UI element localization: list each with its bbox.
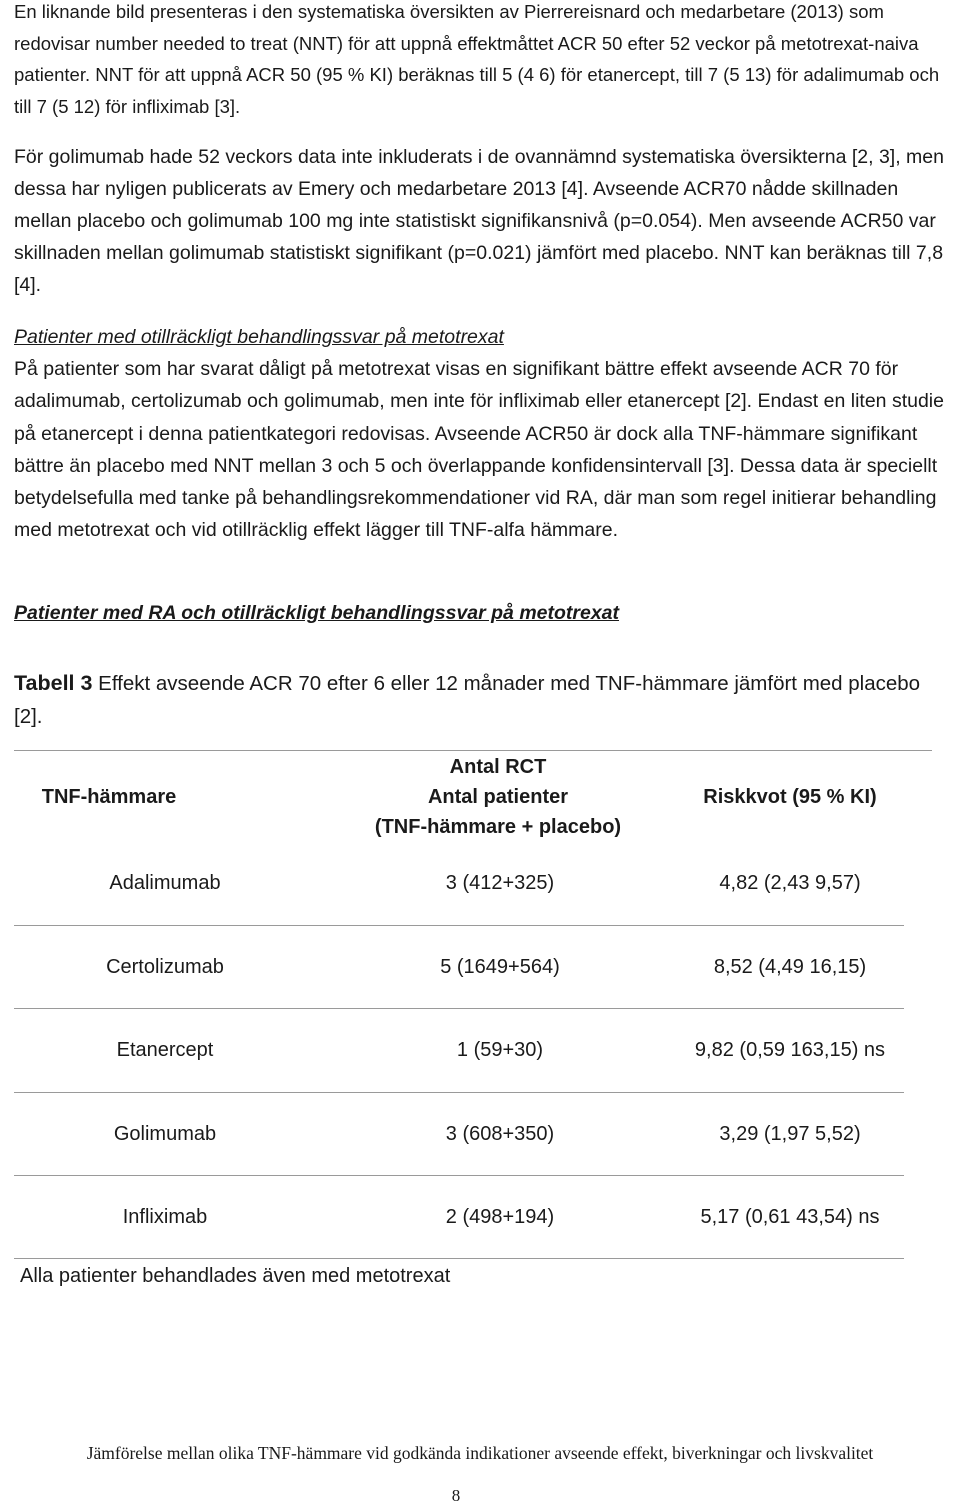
table-caption (14, 667, 944, 733)
paragraph-golimumab: För golimumab hade 52 veckors data inte inkluderats i de ovannämnd systematiska översikterna [2, 3], men dessa har nyligen publicerats av Emery och medarbetare 2013 [4]. Avseende ACR70 nådde skillnaden mellan placebo och golimumab 100 mg inte statistiskt signifikansnivå (p=0.054). Men avseende ACR50 var skillnaden mellan golimumab statistiskt signifikant (p=0.021) jämfört med placebo. NNT kan beräknas till 7,8 [4]. (14, 146, 944, 296)
table-cell-ratio: 5,17 (0,61 43,54) ns (700, 1206, 880, 1228)
section-heading-inadequate-response: Patienter med otillräckligt behandlingssvar på metotrexat (14, 326, 504, 348)
table-cell-drug: Adalimumab (109, 872, 221, 894)
table-row-rule (14, 1008, 904, 1009)
paragraph-inadequate-response: På patienter som har svarat dåligt på metotrexat visas en signifikant bättre effekt avseende ACR 70 för adalimumab, certolizumab och golimumab, men inte för infliximab eller etanercept [2]. Endast en liten studie på etanercept i denna patientkategori redovisas. Avseende ACR50 är dock alla TNF-hämmare signifikant bättre än placebo med NNT mellan 3 och 5 och överlappande konfidensintervall [3]. Dessa data är speciellt betydelsefulla med tanke på behandlingsrekommendationer vid RA, där man som regel initierar behandling med metotrexat och vid otillräcklig effekt lägger till TNF-alfa hämmare. (14, 358, 944, 542)
table-caption-label: Tabell 3 (14, 671, 93, 695)
table-cell-ratio: 3,29 (1,97 5,52) (719, 1123, 861, 1145)
table-top-rule (14, 750, 932, 751)
table-cell-ratio: 9,82 (0,59 163,15) ns (694, 1039, 886, 1061)
table-cell-rct: 5 (1649+564) (440, 956, 560, 978)
table-header-rct-line3: (TNF-hämmare + placebo) (374, 816, 622, 838)
table-cell-ratio: 8,52 (4,49 16,15) (713, 956, 867, 978)
table-footnote: Alla patienter behandlades även med metotrexat (20, 1265, 451, 1287)
table-cell-rct: 3 (412+325) (445, 872, 555, 894)
table-row-rule (14, 1175, 904, 1176)
table-header-rct-line1: Antal RCT (449, 756, 547, 778)
table-header-rct (320, 752, 676, 842)
page-number: 8 (451, 1486, 461, 1505)
table-header-riskkvot: Riskkvot (95 % KI) (703, 786, 877, 808)
paragraph-acr50-nnt: En liknande bild presenteras i den systematiska översikten av Pierrereisnard och medarbetare (2013) som redovisar number needed to treat (NNT) för att uppnå effektmåttet ACR 50 efter 52 veckor på metotrexat-naiva patienter. NNT för att uppnå ACR 50 (95 % KI) beräknas till 5 (4 6) för etanercept, till 7 (5 13) för adalimumab och till 7 (5 12) för infliximab [3]. (14, 1, 940, 117)
table-cell-drug: Etanercept (116, 1039, 214, 1061)
table-cell-drug: Certolizumab (106, 956, 224, 978)
table-cell-ratio: 4,82 (2,43 9,57) (719, 872, 861, 894)
table-header-rct-line2: Antal patienter (427, 786, 569, 808)
table-header-tnf: TNF-hämmare (41, 786, 177, 808)
table-cell-drug: Golimumab (113, 1123, 217, 1145)
table-row-rule (14, 925, 904, 926)
section-heading-ra-inadequate-response: Patienter med RA och otillräckligt behandlingssvar på metotrexat (14, 602, 620, 624)
table-cell-rct: 3 (608+350) (445, 1123, 555, 1145)
table-row-rule (14, 1092, 904, 1093)
table-cell-drug: Infliximab (122, 1206, 208, 1228)
table-cell-rct: 1 (59+30) (456, 1039, 544, 1061)
table-caption-text: Effekt avseende ACR 70 efter 6 eller 12 månader med TNF-hämmare jämfört med placebo [2]. (14, 672, 921, 728)
section-inadequate-response (14, 321, 954, 546)
table-cell-rct: 2 (498+194) (445, 1206, 555, 1228)
table-bottom-rule (14, 1258, 904, 1259)
running-footer: Jämförelse mellan olika TNF-hämmare vid godkända indikationer avseende effekt, biverkningar och livskvalitet (86, 1443, 874, 1463)
